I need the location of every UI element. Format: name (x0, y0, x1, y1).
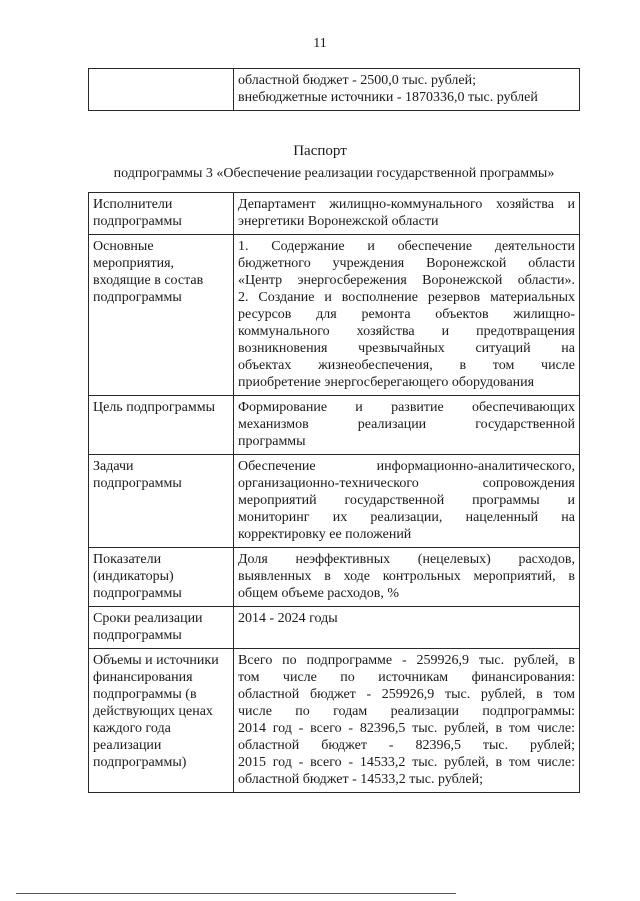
passport-subtitle: подпрограммы 3 «Обеспечение реализации государственной программы» (113, 166, 555, 181)
row-value-line: Всего по подпрограмме - 259926,9 тыс. рублей, в (238, 653, 575, 668)
row-value-line: возникновения чрезвычайных ситуаций на (238, 341, 575, 356)
row-value-line: мероприятий государственной программы и (238, 493, 575, 508)
row-value-line: коммунального хозяйства и предотвращения (238, 324, 575, 339)
row-value-line: 1. Содержание и обеспечение деятельности (238, 239, 575, 254)
table-row (89, 607, 580, 649)
row-value-line: областной бюджет - 82396,5 тыс. рублей; (238, 738, 575, 753)
row-value-cell (234, 455, 580, 548)
row-value-cell (234, 548, 580, 607)
row-label-line: финансирования (93, 670, 193, 685)
row-label-line: подпрограммы (93, 214, 182, 229)
row-label-cell (89, 235, 234, 396)
row-label-line: Цель подпрограммы (93, 400, 215, 415)
row-label-line: Задачи (93, 459, 134, 474)
table-row (89, 396, 580, 455)
row-value-line: Формирование и развитие обеспечивающих (238, 400, 575, 415)
row-value-cell (234, 649, 580, 793)
row-label-line: действующих ценах (93, 704, 213, 719)
row-value-line: Обеспечение информационно-аналитического, (238, 459, 575, 474)
row-value-line: общем объеме расходов, % (238, 586, 399, 601)
footer-rule (16, 893, 456, 894)
row-label-line: Сроки реализации (93, 611, 203, 626)
funding-cell (234, 69, 580, 111)
row-label-line: реализации (93, 738, 162, 753)
row-label-line: подпрограммы (93, 586, 182, 601)
row-value-line: областной бюджет - 259926,9 тыс. рублей, в том (238, 687, 575, 702)
table-row (89, 649, 580, 793)
row-value-line: мониторинг их реализации, нацеленный на (238, 510, 575, 525)
page-number: 11 (313, 36, 327, 51)
row-label-cell (89, 649, 234, 793)
table-row (89, 193, 580, 235)
row-value-line: 2015 год - всего - 14533,2 тыс. рублей, в том числе: (238, 755, 575, 770)
row-label-line: Показатели (93, 552, 162, 567)
row-value-line: ресурсов для ремонта объектов жилищно- (238, 307, 575, 322)
continuation-table (88, 68, 580, 111)
table-row (89, 235, 580, 396)
row-label-cell (89, 193, 234, 235)
row-value-line: 2. Создание и восполнение резервов материальных (238, 290, 575, 305)
row-value-line: том числе по источникам финансирования: (238, 670, 575, 685)
row-value-line: «Центр энергосбережения Воронежской области». (238, 273, 575, 288)
empty-label-cell (89, 69, 234, 111)
row-value-line: организационно-технического сопровождения (238, 476, 575, 491)
row-label-cell (89, 548, 234, 607)
row-value-line: числе по годам реализации подпрограммы: (238, 704, 575, 719)
row-value-line: программы (238, 434, 306, 449)
row-label-line: подпрограммы (в (93, 687, 197, 702)
row-label-line: Исполнители (93, 197, 173, 212)
row-label-line: подпрограммы (93, 290, 182, 305)
row-value-line: корректировку ее положений (238, 527, 412, 542)
row-label-line: подпрограммы) (93, 755, 187, 770)
row-value-line: бюджетного учреждения Воронежской области (238, 256, 575, 271)
row-value-cell (234, 235, 580, 396)
row-label-cell (89, 607, 234, 649)
row-value-line: приобретение энергосберегающего оборудования (238, 375, 535, 390)
row-label-line: (индикаторы) (93, 569, 174, 584)
row-label-cell (89, 455, 234, 548)
row-label-line: подпрограммы (93, 476, 182, 491)
table-row (89, 548, 580, 607)
row-label-line: мероприятия, (93, 256, 175, 271)
row-value-line: выявленных в ходе контрольных мероприятий, в (238, 569, 575, 584)
funding-line: внебюджетные источники - 1870336,0 тыс. рублей (238, 90, 538, 105)
row-value-line: 2014 - 2024 годы (238, 611, 338, 626)
row-value-line: 2014 год - всего - 82396,5 тыс. рублей, в том числе: (238, 721, 575, 736)
table-row (89, 455, 580, 548)
row-value-line: энергетики Воронежской области (238, 214, 439, 229)
row-value-cell (234, 607, 580, 649)
row-value-line: объектах жизнеобеспечения, в том числе (238, 358, 575, 373)
row-label-line: Основные (93, 239, 154, 254)
row-value-line: механизмов реализации государственной (238, 417, 575, 432)
row-value-cell (234, 396, 580, 455)
row-label-line: Объемы и источники (93, 653, 219, 668)
row-label-line: входящие в состав (93, 273, 204, 288)
row-label-line: подпрограммы (93, 628, 182, 643)
funding-line: областной бюджет - 2500,0 тыс. рублей; (238, 73, 476, 88)
passport-table (88, 192, 580, 793)
row-value-line: областной бюджет - 14533,2 тыс. рублей; (238, 772, 483, 787)
row-value-cell (234, 193, 580, 235)
row-label-cell (89, 396, 234, 455)
row-value-line: Доля неэффективных (нецелевых) расходов, (238, 552, 575, 567)
passport-title: Паспорт (293, 143, 347, 159)
table-row (89, 69, 580, 111)
row-label-line: каждого года (93, 721, 171, 736)
row-value-line: Департамент жилищно-коммунального хозяйства и (238, 197, 575, 212)
